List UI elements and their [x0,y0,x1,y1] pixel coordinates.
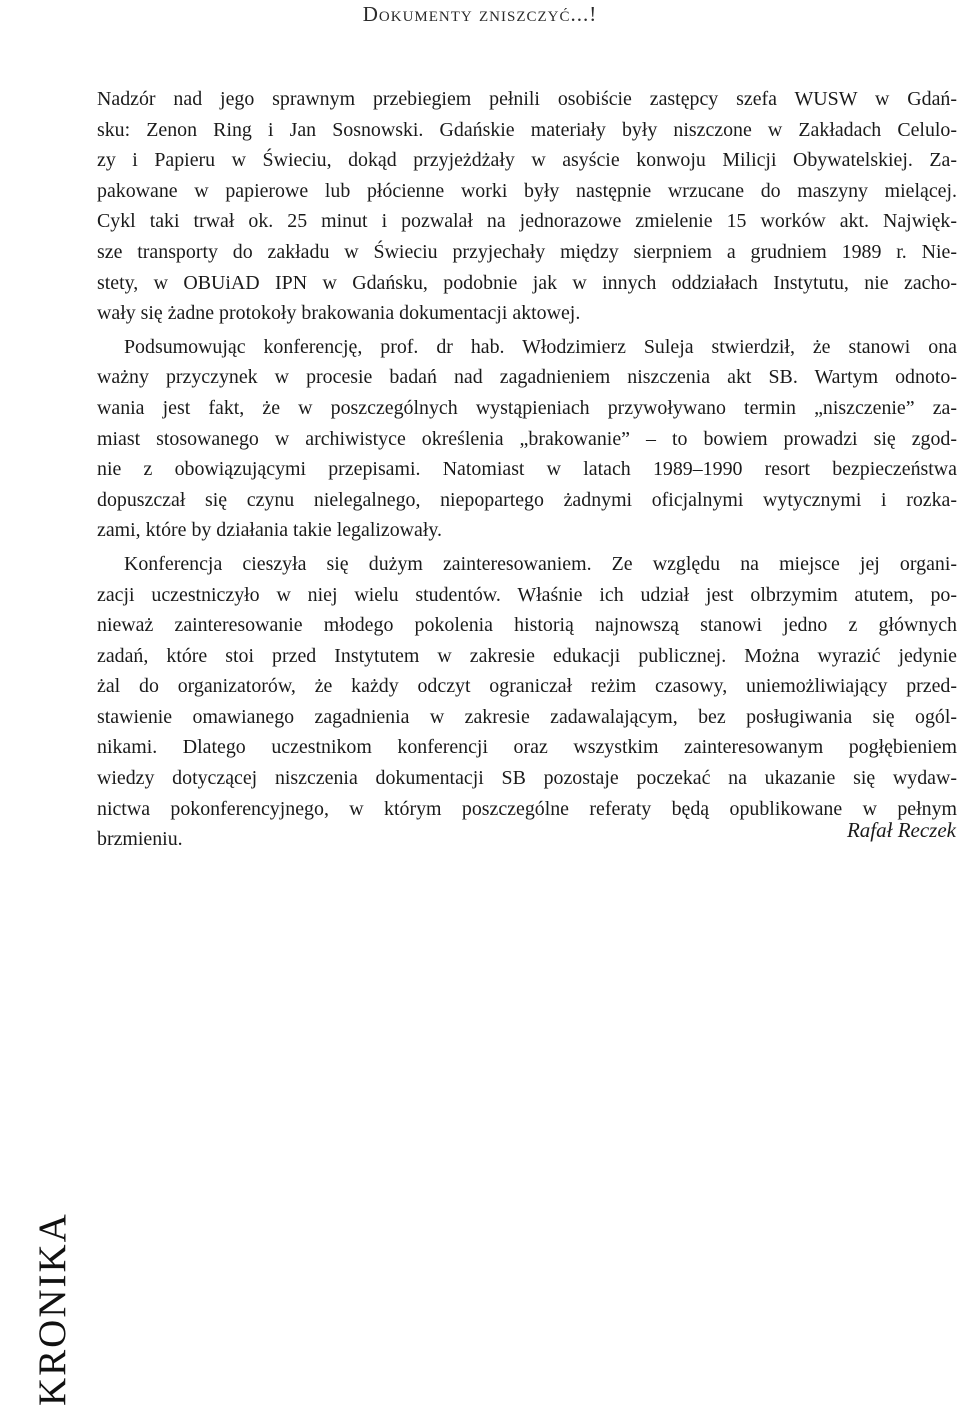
text-line: pakowane w papierowe lub płócienne worki były następnie wrzucane do maszyny mielącej. [97,179,957,202]
text-line: sze transporty do zakładu w Świeciu przyjechały między sierpniem a grudniem 1989 r. Nie- [97,240,957,263]
text-line: nictwa pokonferencyjnego, w którym poszczególne referaty będą opublikowane w pełnym [97,797,957,820]
text-line: ważny przyczynek w procesie badań nad zagadnieniem niszczenia akt SB. Wartym odnoto- [97,366,957,389]
text-line: zadań, które stoi przed Instytutem w zakresie edukacji publicznej. Można wyrazić jedynie [97,644,957,667]
text-line: Podsumowując konferencję, prof. dr hab. Włodzimierz Suleja stwierdził, że stanowi ona [124,335,957,358]
text-line: Nadzór nad jego sprawnym przebiegiem pełnili osobiście zastępcy szefa WUSW w Gdań- [97,88,957,110]
text-line: sku: Zenon Ring i Jan Sosnowski. Gdańskie materiały były niszczone w Zakładach Celulo- [97,118,957,141]
text-line: zacji uczestniczyło w niej wielu studentów. Właśnie ich udział jest olbrzymim atutem, po- [97,583,957,606]
text-line: zami, które by działania takie legalizowały. [97,519,442,542]
text-line: brzmieniu. [97,828,183,851]
text-line: dopuszczał się czynu nielegalnego, niepopartego żadnymi oficjalnymi wytycznymi i rozka- [97,488,957,511]
paragraph-3 [97,549,957,855]
running-header: Dokumenty zniszczyć...! [362,2,598,26]
text-line: nie z obowiązującymi przepisami. Natomiast w latach 1989–1990 resort bezpieczeństwa [97,458,957,481]
article-body [97,84,957,855]
paragraph-1 [97,84,957,329]
paragraph-2 [97,332,957,546]
text-line: wiedzy dotyczącej niszczenia dokumentacji SB pozostaje poczekać na ukazanie się wydaw- [97,767,957,790]
text-line: Cykl taki trwał ok. 25 minut i pozwalał na jednorazowe zmielenie 15 worków akt. Najwięk- [97,210,957,233]
text-line: żal do organizatorów, że każdy odczyt ograniczał reżim czasowy, uniemożliwiający przed- [97,675,957,698]
author-signature: Rafał Reczek [846,818,956,842]
text-line: wania jest fakt, że w poszczególnych wystąpieniach przywoływano termin „niszczenie” za- [97,396,957,419]
text-line: nikami. Dlatego uczestnikom konferencji oraz wszystkim zainteresowanym pogłębieniem [97,736,957,759]
section-tab-label: KRONIKA [31,1212,74,1406]
text-line: wały się żadne protokoły brakowania dokumentacji aktowej. [97,302,581,325]
text-line: miast stosowanego w archiwistyce określenia „brakowanie” – to bowiem prowadzi się zgod- [97,427,957,450]
text-line: Konferencja cieszyła się dużym zainteresowaniem. Ze względu na miejsce jej organi- [124,552,957,575]
text-line: stety, w OBUiAD IPN w Gdańsku, podobnie jak w innych oddziałach Instytutu, nie zacho- [97,271,957,294]
text-line: stawienie omawianego zagadnienia w zakresie zadawalającym, bez posługiwania się ogól- [97,705,957,728]
text-line: nieważ zainteresowanie młodego pokolenia historią najnowszą stanowi jedno z głównych [97,614,957,637]
text-line: zy i Papieru w Świeciu, dokąd przyjeżdżały w asyście konwoju Milicji Obywatelskiej. Za- [97,149,957,172]
